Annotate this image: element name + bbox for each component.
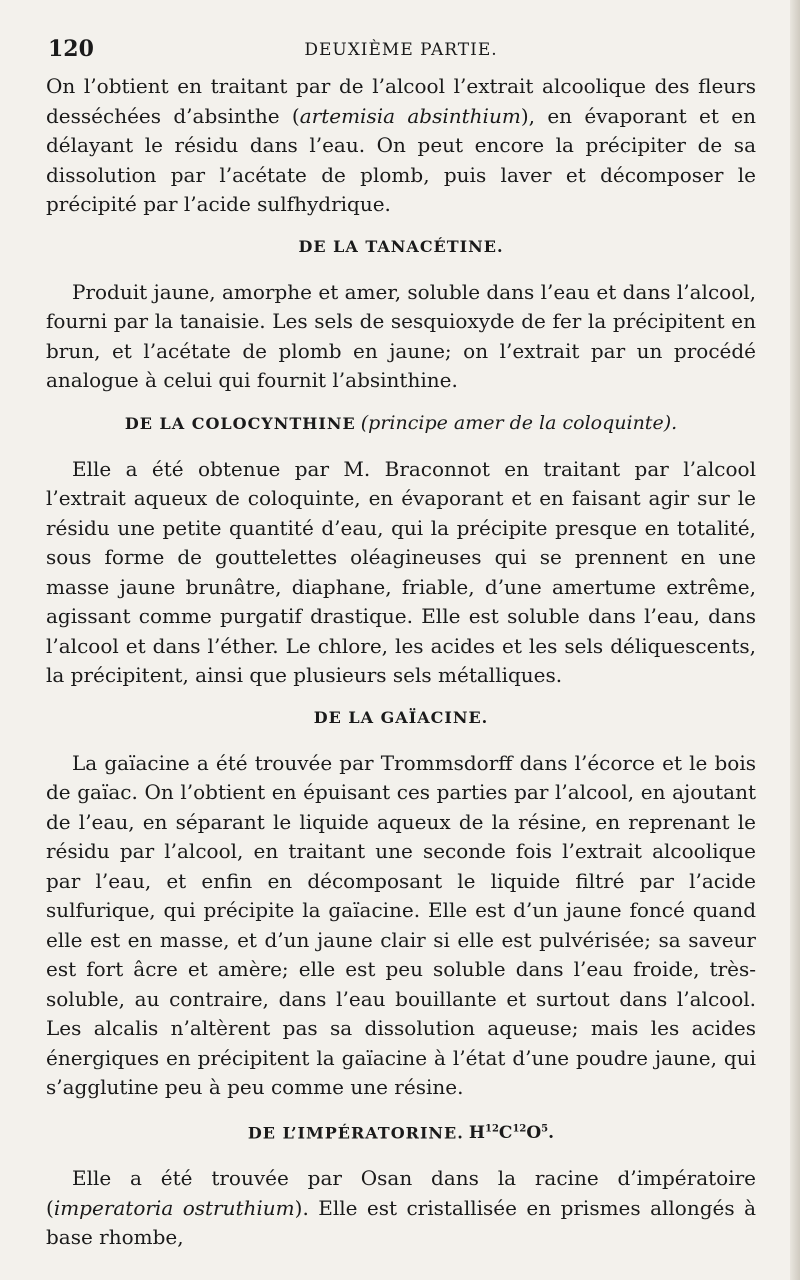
imperatorine-italic-species: imperatoria ostruthium [53, 1195, 295, 1220]
section-title-gaiacine [46, 707, 756, 729]
gaiacine-heading: DE LA GAÏACINE. [313, 707, 489, 727]
formula-h: H [468, 1123, 485, 1144]
section-title-tanacetine [46, 236, 756, 258]
imperatorine-formula [469, 1123, 554, 1143]
intro-italic-species: artemisia absinthium [299, 103, 521, 128]
colocynthine-heading: DE LA COLOCYNTHINE [124, 413, 356, 433]
colocynthine-paragraph: Elle a été obtenue par M. Braconnot en traitant par l’alcool l’extrait aqueux de coloquinte, en évaporant et en faisant agir sur le résidu une petite quantité d’eau, qui la précipite presque en totalité, sous forme de gouttelettes oléagineuses qui se prennent en une masse jaune brunâtre, diaphane, friable, d’une amertume extrême, agissant comme purgatif drastique. Elle est soluble dans l’eau, dans l’alcool et dans l’éther. Le chlore, les acides et les sels déliquescents, la précipitent, ainsi que plusieurs sels métalliques. [46, 456, 756, 687]
intro-text-2: ), en évaporant et en délayant le résidu dans l’eau. On peut encore la précipiter de sa dissolution par l’acétate de plomb, puis laver et décomposer le précipité par l’acide sulfhydrique. [46, 103, 757, 216]
imperatorine-text-2: ). Elle est cristallisée en prismes allongés à base rhombe, [46, 1195, 756, 1250]
formula-o: O [526, 1123, 542, 1144]
formula-o-count: 5 [541, 1123, 549, 1135]
intro-paragraph [46, 72, 756, 220]
formula-c: C [498, 1123, 513, 1144]
formula-h-count: 12 [484, 1123, 499, 1135]
section-title-imperatorine [46, 1119, 756, 1145]
tanacetine-paragraph: Produit jaune, amorphe et amer, soluble dans l’eau et dans l’alcool, fourni par la tanaisie. Les sels de sesquioxyde de fer la précipitent en brun, et l’acétate de plomb en jaune; on l’extrait par un procédé analogue à celui qui fournit l’absinthine. [46, 279, 756, 392]
running-head: DEUXIÈME PARTIE. [304, 40, 498, 60]
page-spine-shadow [790, 0, 800, 1280]
colocynthine-subtitle: (principe amer de la coloquinte). [360, 411, 678, 434]
imperatorine-text-1: Elle a été trouvée par Osan dans la racine d’impératoire ( [46, 1166, 756, 1220]
imperatorine-heading: DE L’IMPÉRATORINE. [247, 1123, 464, 1143]
intro-text-1: On l’obtient en traitant par de l’alcool l’extrait alcoolique des fleurs desséchées d’absinthe ( [46, 74, 756, 128]
tanacetine-heading: DE LA TANACÉTINE. [298, 236, 504, 256]
formula-c-count: 12 [512, 1123, 527, 1135]
page-number: 120 [48, 36, 94, 62]
page-header [46, 36, 756, 70]
imperatorine-paragraph [46, 1164, 756, 1253]
gaiacine-paragraph: La gaïacine a été trouvée par Trommsdorff dans l’écorce et le bois de gaïac. On l’obtient en épuisant ces parties par l’alcool, en ajoutant de l’eau, en séparant le liquide aqueux de la résine, en reprenant le résidu par l’alcool, en traitant une seconde fois l’extrait alcoolique par l’eau, et enfin en décomposant le liquide filtré par l’acide sulfurique, qui précipite la gaïacine. Elle est d’un jaune foncé quand elle est en masse, et d’un jaune clair si elle est pulvérisée; sa saveur est fort âcre et amère; elle est peu soluble dans l’eau froide, très-soluble, au contraire, dans l’eau bouillante et surtout dans l’alcool. Les alcalis n’altèrent pas sa dissolution aqueuse; mais les acides énergiques en précipitent la gaïacine à l’état d’une poudre jaune, qui s’agglutine peu à peu comme une résine. [46, 750, 756, 1099]
formula-end: . [548, 1123, 555, 1144]
section-title-colocynthine [46, 412, 756, 435]
